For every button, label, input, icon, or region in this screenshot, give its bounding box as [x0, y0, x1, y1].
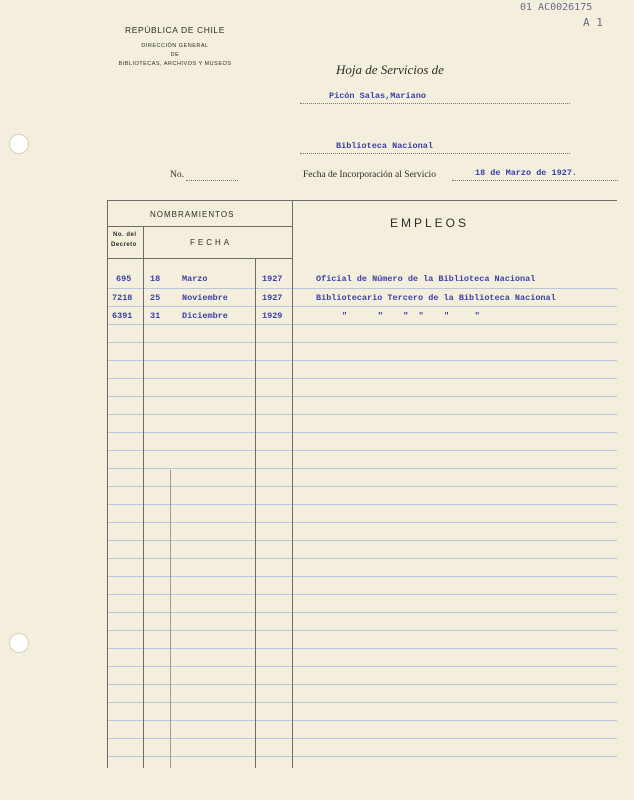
table-top-border	[107, 200, 617, 201]
year-cell: 1927	[262, 274, 283, 284]
punch-hole-bottom	[9, 633, 29, 653]
archive-code: 01 AC0026175	[520, 2, 593, 13]
nombramientos-header: NOMBRAMIENTOS	[150, 210, 235, 219]
document-title: Hoja de Servicios de	[336, 62, 444, 77]
decreto-cell: 7218	[112, 293, 133, 303]
decreto-cell: 6391	[112, 311, 133, 321]
year-cell: 1927	[262, 293, 283, 303]
nombramientos-separator	[107, 226, 292, 227]
header-de: DE	[170, 52, 180, 58]
name-dotted-line	[300, 103, 570, 104]
header-bottom-border	[107, 258, 292, 259]
header-republica: REPÚBLICA DE CHILE	[124, 25, 226, 35]
decreto-cell: 695	[116, 274, 132, 284]
table-left-border	[107, 200, 108, 768]
institution-dotted-line	[300, 153, 570, 154]
no-label: No.	[170, 170, 184, 180]
day-cell: 25	[150, 293, 161, 303]
decreto-column-divider	[143, 226, 144, 768]
punch-hole-top	[9, 134, 29, 154]
day-cell: 18	[150, 274, 161, 284]
employee-name: Picón Salas,Mariano	[329, 91, 426, 101]
no-dotted-line	[186, 180, 238, 181]
month-cell: Noviembre	[182, 293, 228, 303]
decreto-header-line2: Decreto	[111, 242, 137, 248]
fecha-dotted-line	[452, 180, 618, 181]
nombramientos-right-border	[292, 200, 293, 768]
decreto-header-line1: No. del	[113, 232, 137, 238]
empleo-cell: Oficial de Número de la Biblioteca Nacional	[316, 274, 536, 284]
fecha-header: FECHA	[190, 238, 233, 247]
header-bibliotecas: BIBLIOTECAS, ARCHIVOS Y MUSEOS	[118, 61, 232, 67]
fecha-incorporacion-label: Fecha de Incorporación al Servicio	[303, 170, 436, 180]
header-direccion: DIRECCIÓN GENERAL	[141, 43, 209, 49]
year-cell: 1929	[262, 311, 283, 321]
day-cell: 31	[150, 311, 161, 321]
empleo-cell: " " " " " "	[342, 311, 480, 321]
empleos-header: EMPLEOS	[390, 216, 470, 230]
month-cell: Diciembre	[182, 311, 228, 321]
fecha-incorporacion-value: 18 de Marzo de 1927.	[475, 168, 578, 178]
month-cell: Marzo	[182, 274, 208, 284]
empleo-cell: Bibliotecario Tercero de la Biblioteca Nacional	[316, 293, 556, 303]
institution-name: Biblioteca Nacional	[336, 141, 433, 151]
year-column-divider	[255, 258, 256, 768]
month-column-divider	[170, 470, 171, 768]
sheet-number: A 1	[583, 16, 603, 29]
